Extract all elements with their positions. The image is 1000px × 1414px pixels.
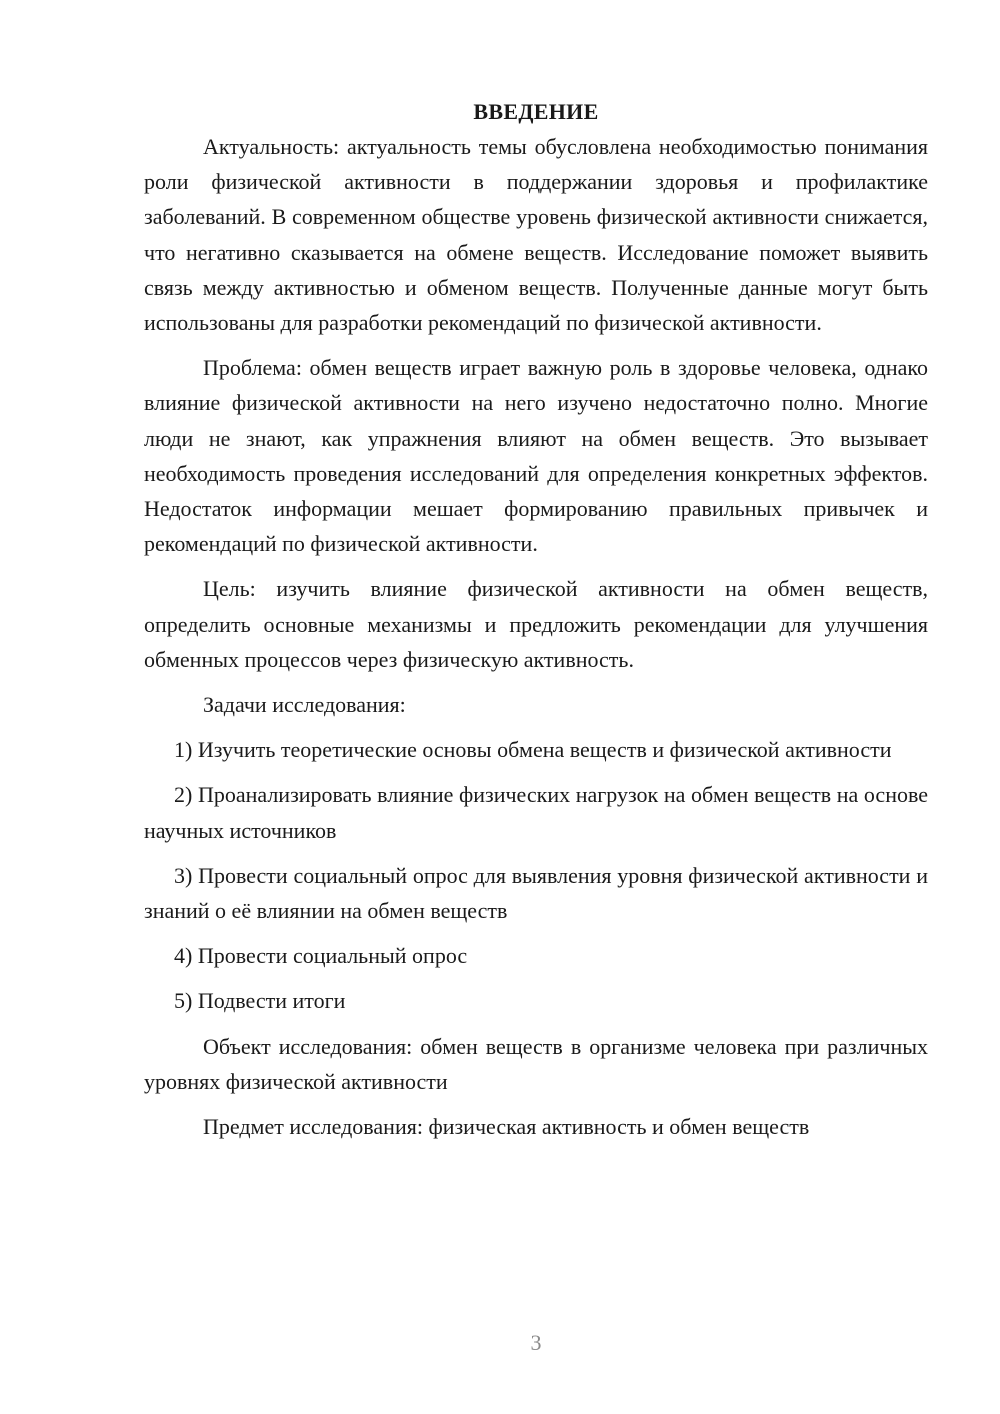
tasks-heading: Задачи исследования: (203, 692, 406, 718)
task-item: 4) Провести социальный опрос (174, 943, 468, 969)
relevance-paragraph: Актуальность: актуальность темы обусловлена необходимостью понимания роли физической активности в поддержании здоровья и профилактике заболеваний. В современном обществе уровень физической активности снижается, что негативно сказывается на обмене веществ. Исследование поможет выявить связь между активностью и обменом веществ. Полученные данные могут быть использованы для разработки рекомендаций по физической активности. (144, 134, 928, 336)
task-item: 1) Изучить теоретические основы обмена веществ и физической активности (174, 737, 892, 763)
task-item: 3) Провести социальный опрос для выявления уровня физической активности и знаний о её влиянии на обмен веществ (144, 862, 928, 924)
goal-paragraph: Цель: изучить влияние физической активности на обмен веществ, определить основные механизмы и предложить рекомендации для улучшения обменных процессов через физическую активность. (144, 576, 928, 672)
object-paragraph: Объект исследования: обмен веществ в организме человека при различных уровнях физической активности (144, 1033, 928, 1094)
page-number: 3 (530, 1330, 542, 1355)
task-item: 2) Проанализировать влияние физических нагрузок на обмен веществ на основе научных источников (144, 782, 928, 843)
task-item: 5) Подвести итоги (174, 988, 346, 1014)
subject-paragraph: Предмет исследования: физическая активность и обмен веществ (203, 1114, 810, 1140)
problem-paragraph: Проблема: обмен веществ играет важную роль в здоровье человека, однако влияние физической активности на него изучено недостаточно полно. Многие люди не знают, как упражнения влияют на обмен веществ. Это вызывает необходимость проведения исследований для определения конкретных эффектов. Недостаток информации мешает формированию правильных привычек и рекомендаций по физической активности. (144, 355, 928, 557)
page-content (144, 94, 928, 1144)
page-title: ВВЕДЕНИЕ (473, 99, 599, 124)
